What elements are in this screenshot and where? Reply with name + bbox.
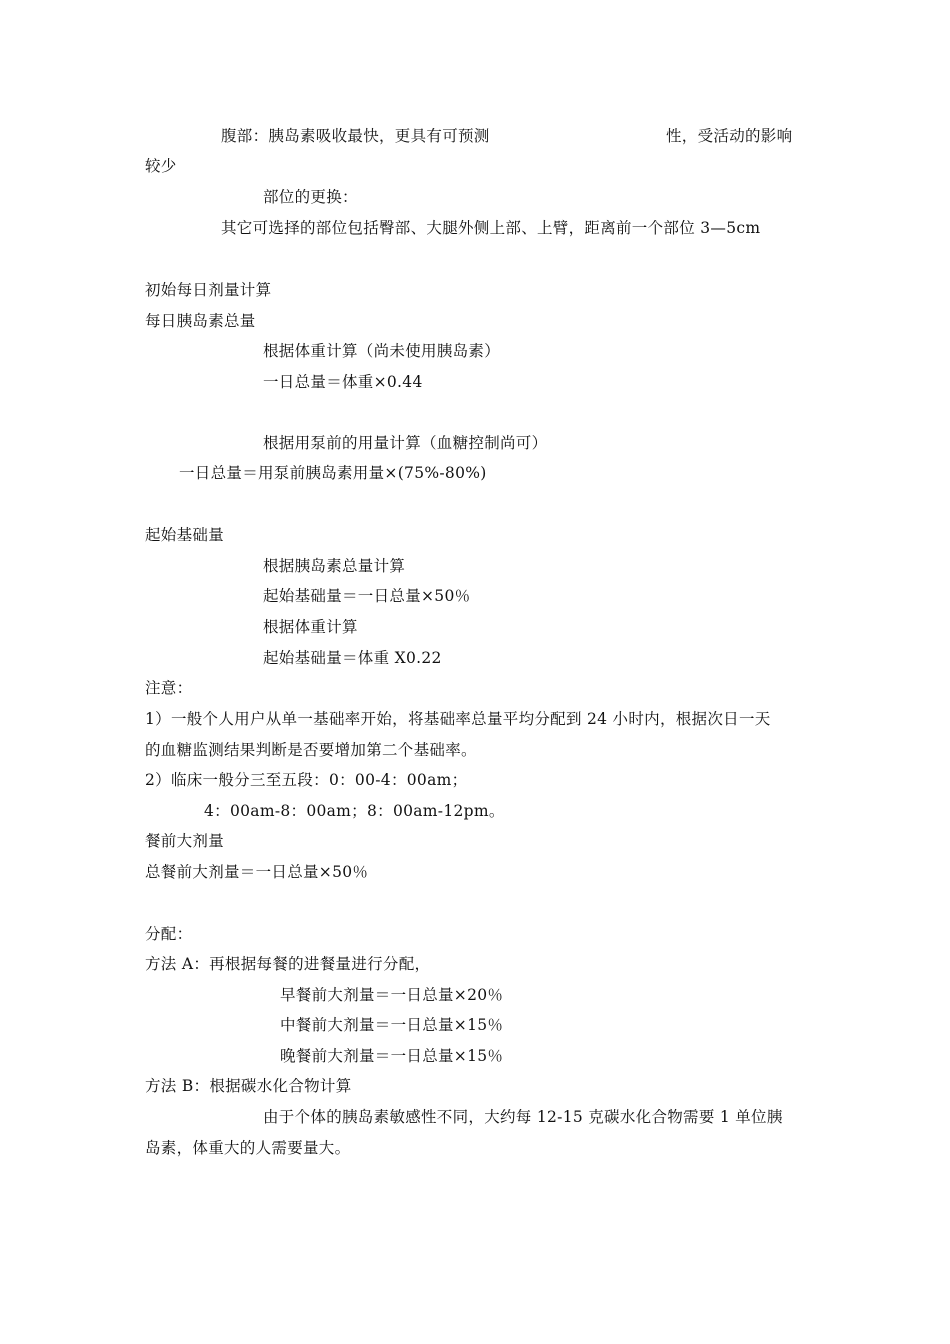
method-a-text: 方法 A：再根据每餐的进餐量进行分配， (145, 955, 431, 973)
by-pump-formula: 一日总量＝用泵前胰岛素用量×(75%-80%) (179, 464, 487, 482)
bolus-total-formula: 总餐前大剂量＝一日总量×50％ (145, 863, 369, 881)
note-1-line-1: 1）一般个人用户从单一基础率开始，将基础率总量平均分配到 24 小时内，根据次日一天 (145, 710, 771, 728)
abdomen-text-wrap: 较少 (145, 157, 177, 175)
basal-by-weight-title: 根据体重计算 (263, 618, 358, 636)
note-2-line-2: 4：00am-8：00am；8：00am-12pm。 (204, 802, 505, 820)
basal-by-total-formula: 起始基础量＝一日总量×50％ (263, 587, 471, 605)
method-b-text: 方法 B：根据碳水化合物计算 (145, 1077, 352, 1095)
method-b-description-line-2: 岛素，体重大的人需要量大。 (145, 1139, 351, 1157)
dinner-formula: 晚餐前大剂量＝一日总量×15％ (280, 1047, 504, 1065)
note-heading: 注意： (145, 679, 193, 697)
note-1-line-2: 的血糖监测结果判断是否要增加第二个基础率。 (145, 741, 477, 759)
basal-start-heading: 起始基础量 (145, 526, 225, 544)
by-weight-title: 根据体重计算（尚未使用胰岛素） (263, 342, 501, 360)
site-change-heading: 部位的更换： (263, 188, 358, 206)
method-b-description-line-1: 由于个体的胰岛素敏感性不同，大约每 12-15 克碳水化合物需要 1 单位胰 (263, 1108, 783, 1126)
by-pump-title: 根据用泵前的用量计算（血糖控制尚可） (263, 434, 548, 452)
breakfast-formula: 早餐前大剂量＝一日总量×20％ (280, 986, 504, 1004)
note-2-line-1: 2）临床一般分三至五段：0：00-4：00am； (145, 771, 468, 789)
daily-total-heading: 每日胰岛素总量 (145, 312, 256, 330)
by-weight-formula: 一日总量＝体重×0.44 (263, 373, 423, 391)
abdomen-text-continued: 性，受活动的影响 (666, 127, 793, 145)
basal-by-total-title: 根据胰岛素总量计算 (263, 557, 406, 575)
abdomen-text: 腹部：胰岛素吸收最快，更具有可预测 (221, 127, 490, 145)
initial-dose-heading: 初始每日剂量计算 (145, 281, 272, 299)
bolus-heading: 餐前大剂量 (145, 832, 225, 850)
distribution-heading: 分配： (145, 925, 193, 943)
other-sites-text: 其它可选择的部位包括臀部、大腿外侧上部、上臂，距离前一个部位 3—5cm (221, 219, 761, 237)
basal-by-weight-formula: 起始基础量＝体重 X0.22 (263, 649, 442, 667)
lunch-formula: 中餐前大剂量＝一日总量×15％ (280, 1016, 504, 1034)
